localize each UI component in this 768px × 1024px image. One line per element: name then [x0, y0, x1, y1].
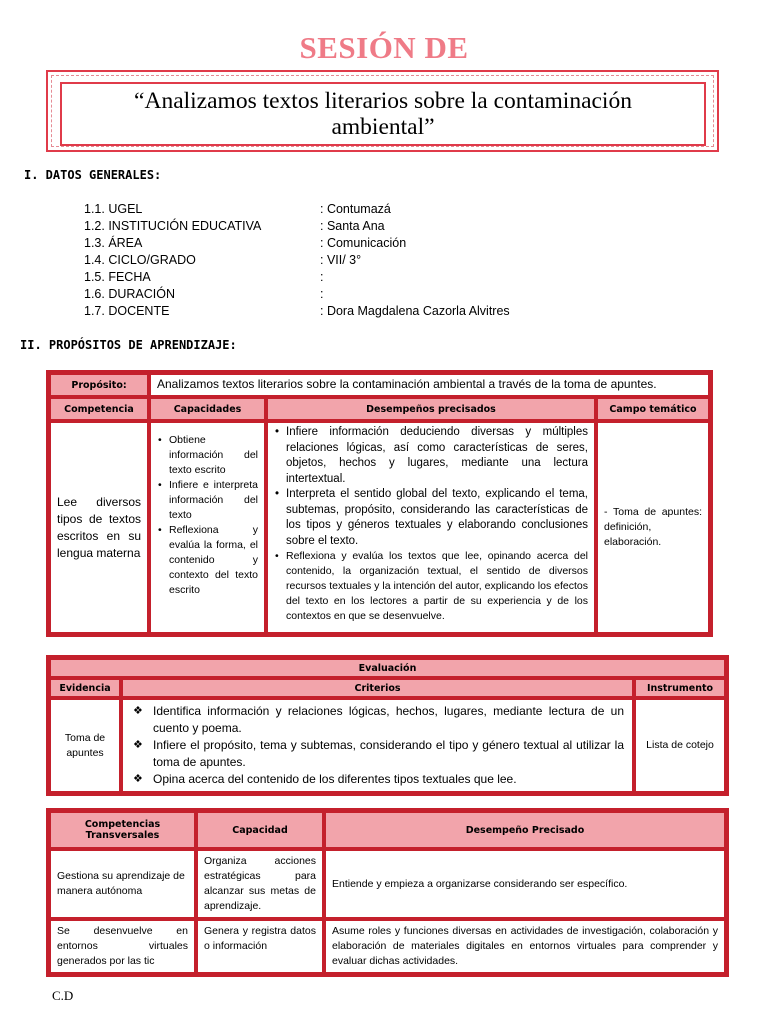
header-desempenos: Desempeños precisados — [266, 397, 596, 421]
header-capacidad: Capacidad — [196, 811, 324, 849]
competencia-cell: Lee diversos tipos de textos escritos en su lengua materna — [49, 421, 149, 634]
transversal-competencia-2: Se desenvuelve en entornos virtuales generados por las tic — [49, 919, 196, 974]
criterio-item: ❖ Opina acerca del contenido de los diferentes tipos textuales que lee. — [153, 771, 624, 788]
datos-value: : — [320, 287, 324, 301]
desempeno-item: • Reflexiona y evalúa los textos que lee, opinando acerca del contenido, la organización textual, el sentido de diversos recursos textuales y la intención del autor, explicando los efectos del texto en los lectores a partir de su experiencia y de los contextos en que se desenvuelve. — [284, 549, 588, 624]
main-title — [60, 88, 706, 140]
transversal-desempeno-2: Asume roles y funciones diversas en actividades de investigación, colaboración y elaboración de materiales digitales en entornos virtuales para comprender y evaluar dichas actividades. — [324, 919, 726, 974]
desempenos-list — [274, 425, 588, 624]
datos-label: 1.1. UGEL — [84, 202, 143, 216]
transversal-competencia-1: Gestiona su aprendizaje de manera autónoma — [49, 849, 196, 919]
header-criterios: Criterios — [121, 678, 634, 698]
capacidad-item: • Reflexiona y evalúa la forma, el contenido y contexto del texto escrito — [167, 523, 258, 598]
instrumento-cell: Lista de cotejo — [634, 698, 726, 793]
datos-label: 1.4. CICLO/GRADO — [84, 253, 196, 267]
datos-label: 1.3. ÁREA — [84, 236, 143, 250]
main-title-line1: “Analizamos textos literarios sobre la contaminación — [134, 88, 632, 114]
criterios-cell — [121, 698, 634, 793]
evaluacion-table — [46, 655, 729, 796]
datos-label: 1.7. DOCENTE — [84, 304, 170, 318]
capacidades-cell — [149, 421, 266, 634]
proposito-text: Analizamos textos literarios sobre la contaminación ambiental a través de la toma de apuntes. — [149, 373, 710, 397]
main-title-line2: ambiental” — [331, 114, 435, 140]
desempenos-cell — [266, 421, 596, 634]
criterio-item: ❖ Identifica información y relaciones lógicas, hechos, lugares, mediante lectura de un cuento y poema. — [153, 703, 624, 737]
header-capacidades: Capacidades — [149, 397, 266, 421]
propositos-table — [46, 370, 713, 637]
desempeno-item: • Interpreta el sentido global del texto, explicando el tema, subtemas, propósito, considerando las características de los tipos y géneros textuales y elaborando conclusiones sobre el texto. — [284, 487, 588, 549]
header-competencias-transversales: Competencias Transversales — [49, 811, 196, 849]
datos-value: : VII/ 3° — [320, 253, 362, 267]
datos-value: : Comunicación — [320, 236, 407, 250]
header-campo-tematico: Campo temático — [596, 397, 710, 421]
footer-text: C.D — [52, 988, 74, 1003]
datos-value: : Contumazá — [320, 202, 391, 216]
datos-label: 1.5. FECHA — [84, 270, 151, 284]
criterio-item: ❖ Infiere el propósito, tema y subtemas, considerando el tipo y género textual al utilizar la toma de apuntes. — [153, 737, 624, 771]
capacidad-item: • Infiere e interpreta información del texto — [167, 478, 258, 523]
datos-value: : — [320, 270, 324, 284]
capacidades-list — [157, 433, 258, 598]
transversal-capacidad-1: Organiza acciones estratégicas para alcanzar sus metas de aprendizaje. — [196, 849, 324, 919]
datos-value: : Santa Ana — [320, 219, 385, 233]
criterios-list — [131, 703, 624, 788]
datos-label: 1.2. INSTITUCIÓN EDUCATIVA — [84, 219, 262, 233]
datos-generales-heading: I. DATOS GENERALES: — [24, 168, 162, 182]
header-instrumento: Instrumento — [634, 678, 726, 698]
header-desempeno-precisado: Desempeño Precisado — [324, 811, 726, 849]
proposito-label: Propósito: — [49, 373, 149, 397]
session-title: SESIÓN DE — [299, 30, 469, 65]
desempeno-item: • Infiere información deduciendo diversas y múltiples relaciones lógicas, así como características de seres, objetos, hechos y lugares, mediante una lectura intertextual. — [284, 425, 588, 487]
capacidad-item: • Obtiene información del texto escrito — [167, 433, 258, 478]
header-evidencia: Evidencia — [49, 678, 121, 698]
datos-value: : Dora Magdalena Cazorla Alvitres — [320, 304, 510, 318]
transversal-capacidad-2: Genera y registra datos o información — [196, 919, 324, 974]
evidencia-cell: Toma de apuntes — [49, 698, 121, 793]
datos-label: 1.6. DURACIÓN — [84, 287, 175, 301]
header-competencia: Competencia — [49, 397, 149, 421]
evaluacion-title: Evaluación — [49, 658, 726, 678]
transversales-table — [46, 808, 729, 977]
propositos-heading: II. PROPÓSITOS DE APRENDIZAJE: — [20, 338, 237, 352]
transversal-desempeno-1: Entiende y empieza a organizarse considerando ser específico. — [324, 849, 726, 919]
campo-tematico-cell: - Toma de apuntes: definición, elaboración. — [596, 421, 710, 634]
